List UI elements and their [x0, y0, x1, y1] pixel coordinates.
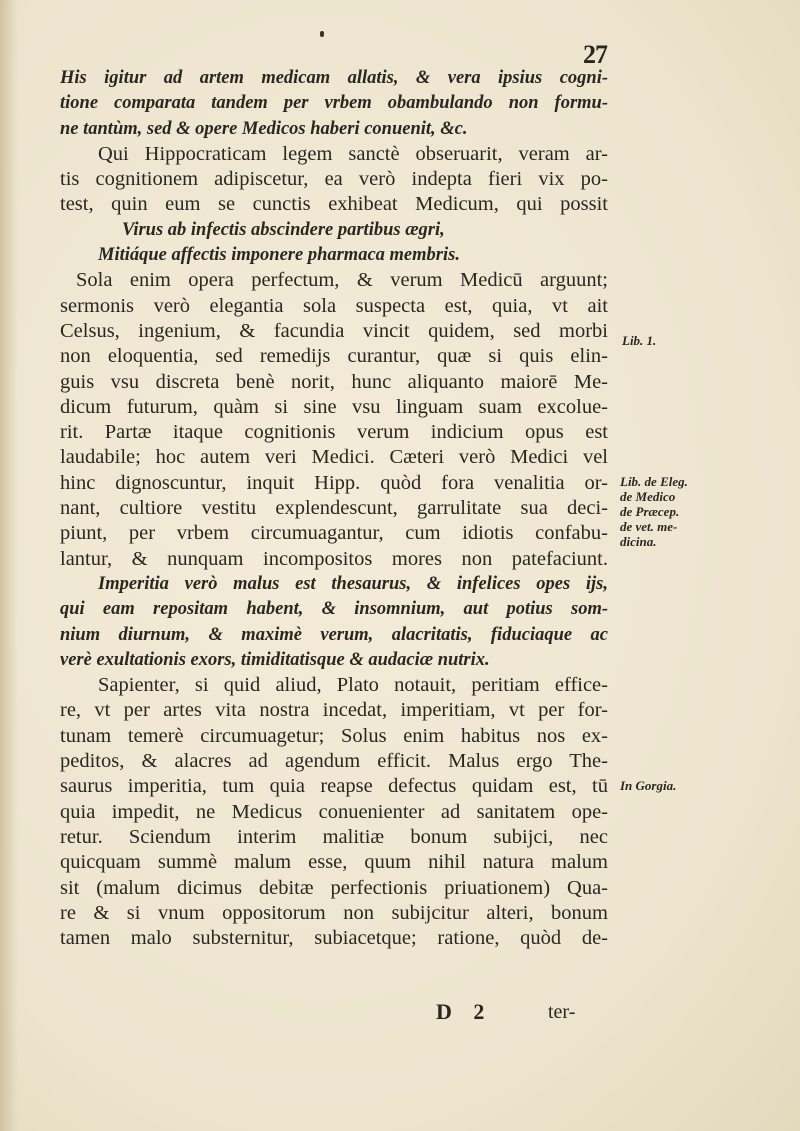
page-number: 27: [583, 40, 607, 69]
text-line: Celsus, ingenium, & facundia vincit quidem, sed morbi: [60, 319, 608, 342]
text-line: saurus imperitia, tum quia reapse defectus quidam est, tū: [60, 775, 608, 798]
text-line: nant, cultiore vestitu explendescunt, garrulitate sua deci-: [60, 497, 608, 520]
main-text-column: [60, 66, 608, 951]
text-line: retur. Sciendum interim malitiæ bonum subijci, nec: [60, 825, 608, 848]
margin-note-in-gorgia: [620, 778, 676, 793]
text-line: non eloquentia, sed remedijs curantur, quæ si quis elin-: [60, 345, 608, 368]
margin-note-line: In Gorgia.: [620, 778, 677, 793]
text-line: quicquam summè malum esse, quum nihil natura malum: [60, 851, 608, 874]
text-line: rit. Partæ itaque cognitionis verum indicium opus est: [60, 421, 608, 444]
margin-note-de-medico: [620, 474, 688, 549]
text-line: Imperitia verò malus est thesaurus, & infelices opes ijs,: [98, 573, 608, 594]
margin-note-line: de Medico: [620, 489, 676, 504]
text-line: His igitur ad artem medicam allatis, & vera ipsius cogni-: [60, 68, 608, 88]
text-line: quia impedit, ne Medicus conuenienter ad sanitatem ope-: [60, 800, 608, 823]
text-line: re & si vnum oppositorum non subijcitur alteri, bonum: [60, 901, 608, 924]
text-line: Qui Hippocraticam legem sanctè obseruarit, veram ar-: [98, 142, 608, 165]
text-line: tis cognitionem adipiscetur, ea verò indepta fieri vix po-: [60, 168, 608, 191]
text-line: nium diurnum, & maximè verum, alacritatis, fiduciaque ac: [60, 624, 608, 645]
text-line: Mitiáque affectis imponere pharmaca membris.: [98, 245, 460, 266]
text-line: test, quin eum se cunctis exhibeat Medicum, qui possit: [60, 193, 608, 216]
text-line: tamen malo substernitur, subiacetque; ratione, quòd de-: [60, 927, 608, 950]
ink-mark: [320, 31, 324, 37]
text-line: Virus ab infectis abscindere partibus ægri,: [122, 219, 445, 240]
signature-mark: D 2: [436, 999, 493, 1024]
margin-note-lib1: [622, 333, 656, 348]
margin-note-line: Lib. 1.: [622, 333, 657, 348]
text-line: piunt, per vrbem circumuagantur, cum idiotis confabu-: [60, 522, 608, 545]
catchword: ter-: [548, 1001, 576, 1023]
text-line: guis vsu discreta benè norit, hunc aliquanto maiorē Me-: [60, 370, 608, 393]
text-line: sermonis verò elegantia sola suspecta est, quia, vt ait: [60, 294, 608, 317]
margin-note-line: Lib. de Eleg.: [620, 474, 688, 489]
text-line: tunam temerè circumuagetur; Solus enim habitus nos ex-: [60, 724, 608, 747]
text-line: verè exultationis exors, timiditatisque & audaciæ nutrix.: [60, 649, 490, 670]
page-binding-shadow: [0, 0, 18, 1131]
text-line: ne tantùm, sed & opere Medicos haberi conuenit, &c.: [60, 118, 468, 139]
margin-note-line: dicina.: [620, 534, 657, 549]
text-line: laudabile; hoc autem veri Medici. Cæteri verò Medici vel: [60, 446, 608, 469]
margin-note-line: de vet. me-: [620, 519, 678, 534]
text-line: peditos, & alacres ad agendum efficit. Malus ergo The-: [60, 750, 608, 773]
text-line: Sapienter, si quid aliud, Plato notauit, peritiam effice-: [98, 674, 608, 697]
text-line: sit (malum dicimus debitæ perfectionis priuationem) Qua-: [60, 876, 608, 899]
text-line: hinc dignoscuntur, inquit Hipp. quòd fora venalitia or-: [60, 471, 608, 494]
text-line: re, vt per artes vita nostra incedat, imperitiam, vt per for-: [60, 699, 608, 722]
text-line: lantur, & nunquam incompositos mores non patefaciunt.: [60, 547, 608, 570]
text-line: qui eam repositam habent, & insomnium, aut potius som-: [60, 599, 608, 620]
text-line: dicum futurum, quàm si sine vsu linguam suam excolue-: [60, 395, 608, 418]
margin-note-line: de Præcep.: [620, 504, 680, 519]
page-footer: [60, 999, 608, 1029]
text-line: Sola enim opera perfectum, & verum Medicū arguunt;: [76, 269, 608, 292]
text-line: tione comparata tandem per vrbem obambulando non formu-: [60, 93, 608, 114]
